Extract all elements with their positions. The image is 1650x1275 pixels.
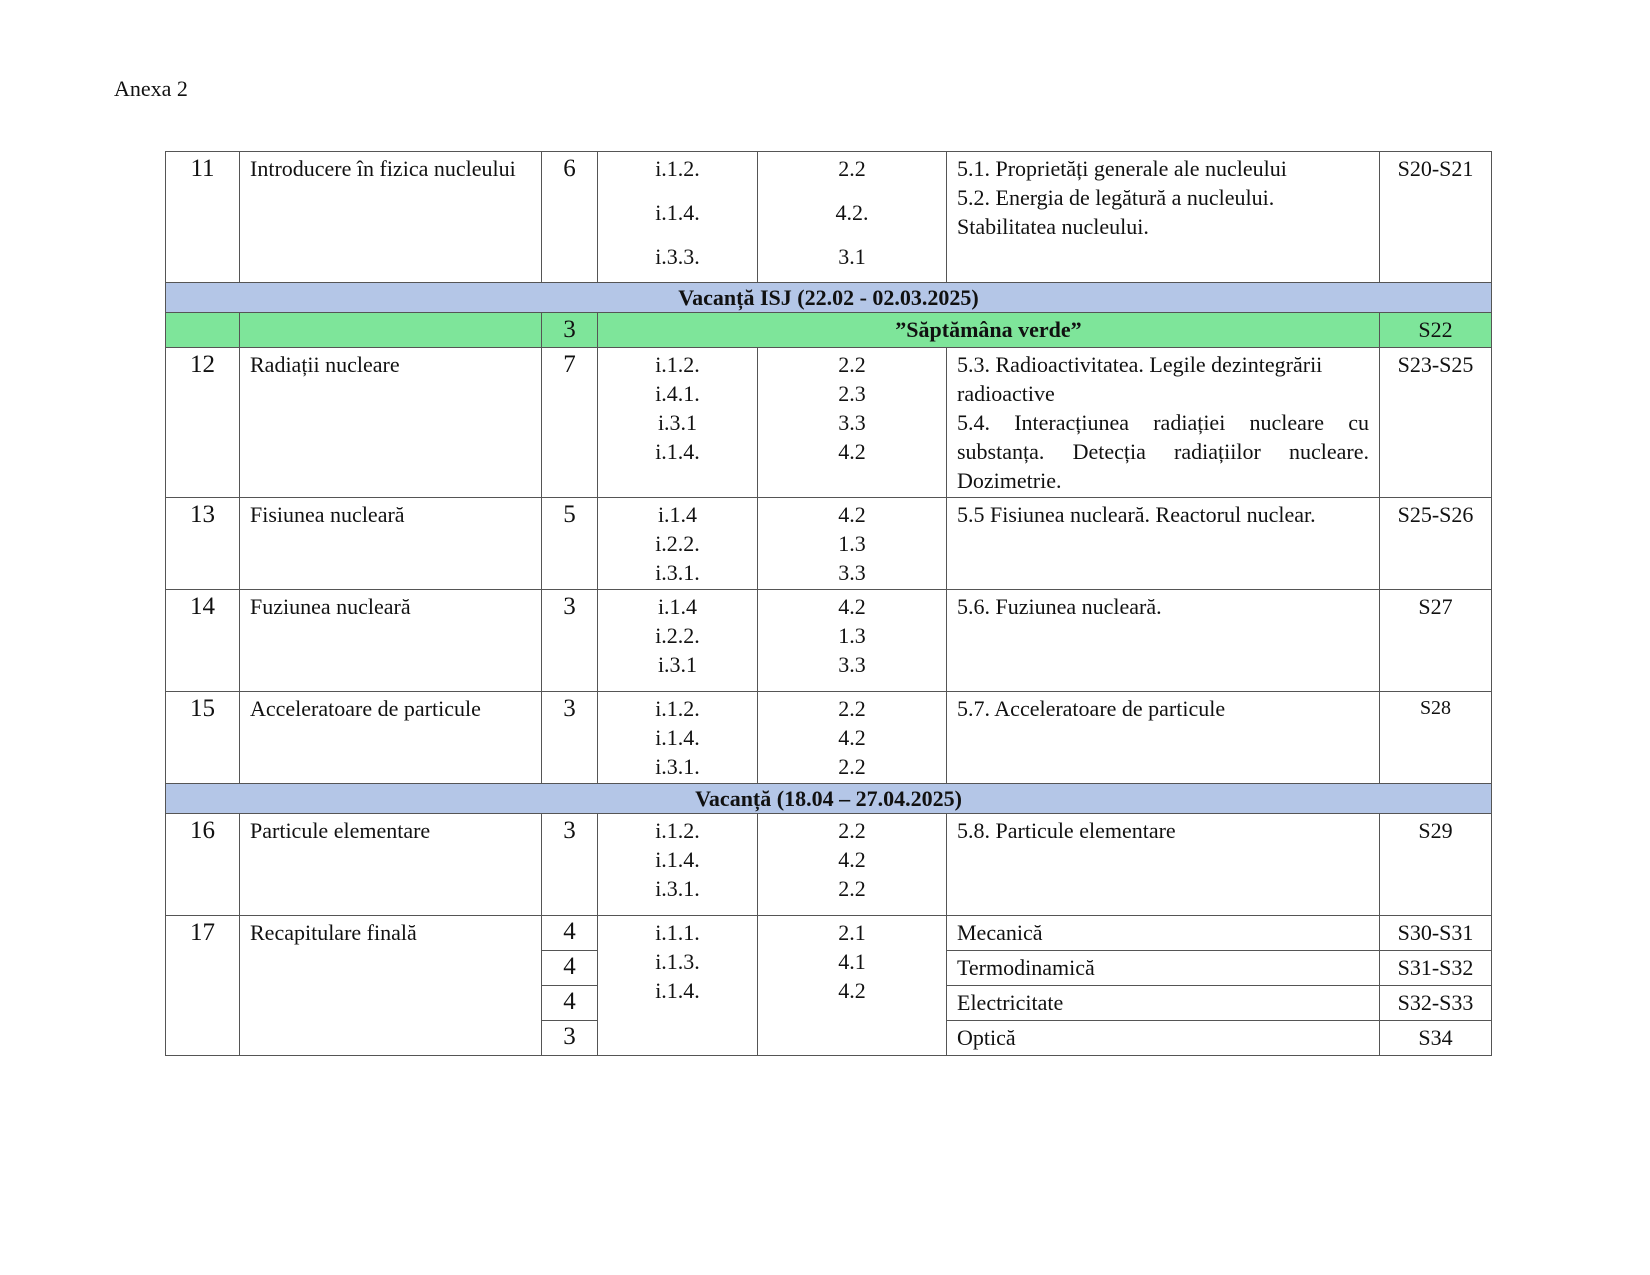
- competences-cell: [598, 916, 758, 1056]
- content-ref: 3.3: [838, 560, 866, 585]
- week-cell: S27: [1380, 590, 1492, 692]
- competence: i.3.1: [657, 652, 698, 677]
- empty-cell: [166, 313, 240, 348]
- competence: i.1.1.: [655, 920, 700, 945]
- week-cell: S25-S26: [1380, 498, 1492, 590]
- contents-cell: [758, 692, 947, 784]
- content-ref: 2.2: [838, 754, 866, 779]
- content-ref: 4.2.: [835, 200, 869, 225]
- competence: i.1.2.: [655, 352, 700, 377]
- topic: 5.5 Fisiunea nucleară. Reactorul nuclear.: [957, 502, 1316, 527]
- topic-cell: Termodinamică: [947, 951, 1380, 986]
- competences-cell: [598, 814, 758, 916]
- hours-count: 3: [542, 590, 598, 692]
- hours-count: 3: [542, 814, 598, 916]
- content-ref: 2.3: [838, 381, 866, 406]
- green-week-row: [166, 313, 1492, 348]
- unit-number: 14: [166, 590, 240, 692]
- unit-number: 11: [166, 152, 240, 283]
- table-row: [166, 692, 1492, 784]
- competence: i.1.4: [657, 502, 698, 527]
- unit-title: Fisiunea nucleară: [240, 498, 542, 590]
- table-row: [166, 498, 1492, 590]
- hours-count: 5: [542, 498, 598, 590]
- topics-cell: [947, 152, 1380, 283]
- competence: i.1.4.: [655, 847, 700, 872]
- unit-number: 16: [166, 814, 240, 916]
- competence: i.3.3.: [655, 244, 700, 269]
- vacation-row: [166, 784, 1492, 814]
- unit-number: 13: [166, 498, 240, 590]
- content-ref: 4.1: [838, 949, 866, 974]
- vacation-label: Vacanță (18.04 – 27.04.2025): [166, 784, 1492, 814]
- competence: i.1.4: [657, 594, 698, 619]
- competence: i.1.2.: [655, 156, 700, 181]
- hours-count: 3: [542, 692, 598, 784]
- table-row: [166, 348, 1492, 498]
- competences-cell: [598, 498, 758, 590]
- content-ref: 4.2: [838, 847, 866, 872]
- hours-count: 4: [542, 951, 598, 986]
- week-cell: S30-S31: [1380, 916, 1492, 951]
- week-cell: S20-S21: [1380, 152, 1492, 283]
- topic-cell: Mecanică: [947, 916, 1380, 951]
- unit-title: Introducere în fizica nucleului: [240, 152, 542, 283]
- hours-count: 6: [542, 152, 598, 283]
- contents-cell: [758, 498, 947, 590]
- competence: i.3.1.: [655, 876, 700, 901]
- hours-count: 7: [542, 348, 598, 498]
- contents-cell: [758, 814, 947, 916]
- topics-cell: [947, 498, 1380, 590]
- content-ref: 2.2: [838, 352, 866, 377]
- table-row: [166, 152, 1492, 283]
- unit-title: Fuziunea nucleară: [240, 590, 542, 692]
- content-ref: 4.2: [838, 502, 866, 527]
- week-cell: S34: [1380, 1021, 1492, 1056]
- table-row: [166, 916, 1492, 951]
- topic: 5.6. Fuziunea nucleară.: [957, 594, 1162, 619]
- hours-count: 4: [542, 986, 598, 1021]
- topic: 5.4. Interacțiunea radiației nucleare cu substanța. Detecția radiațiilor nucleare. Dozimetrie.: [957, 410, 1369, 493]
- content-ref: 4.2: [838, 978, 866, 1003]
- contents-cell: [758, 348, 947, 498]
- competence: i.1.4.: [655, 439, 700, 464]
- topics-cell: [947, 348, 1380, 498]
- content-ref: 2.2: [838, 818, 866, 843]
- topic: 5.7. Acceleratoare de particule: [957, 696, 1226, 721]
- contents-cell: [758, 590, 947, 692]
- topic: 5.2. Energia de legătură a nucleului. Stabilitatea nucleului.: [957, 185, 1275, 239]
- content-ref: 3.1: [838, 244, 866, 269]
- content-ref: 3.3: [838, 652, 866, 677]
- week-cell: S31-S32: [1380, 951, 1492, 986]
- unit-number: 12: [166, 348, 240, 498]
- competences-cell: [598, 348, 758, 498]
- unit-title: Particule elementare: [240, 814, 542, 916]
- content-ref: 4.2: [838, 439, 866, 464]
- competence: i.1.2.: [655, 818, 700, 843]
- topic-cell: Electricitate: [947, 986, 1380, 1021]
- unit-number: 17: [166, 916, 240, 1056]
- unit-number: 15: [166, 692, 240, 784]
- competence: i.4.1.: [655, 381, 700, 406]
- content-ref: 3.3: [838, 410, 866, 435]
- unit-title: Radiații nucleare: [240, 348, 542, 498]
- contents-cell: [758, 152, 947, 283]
- hours-count: 4: [542, 916, 598, 951]
- table-row: [166, 590, 1492, 692]
- week-cell: S29: [1380, 814, 1492, 916]
- week-cell: S28: [1380, 692, 1492, 784]
- competence: i.3.1.: [655, 560, 700, 585]
- topic-cell: Optică: [947, 1021, 1380, 1056]
- competence: i.1.4.: [655, 200, 700, 225]
- green-week-title: ”Săptămâna verde”: [598, 313, 1380, 348]
- content-ref: 2.1: [838, 920, 866, 945]
- planning-table: [165, 151, 1492, 1056]
- competence: i.1.4.: [655, 978, 700, 1003]
- content-ref: 2.2: [838, 876, 866, 901]
- contents-cell: [758, 916, 947, 1056]
- competence: i.1.2.: [655, 696, 700, 721]
- hours-count: 3: [542, 1021, 598, 1056]
- topics-cell: [947, 814, 1380, 916]
- annex-label: Anexa 2: [114, 76, 188, 101]
- competences-cell: [598, 692, 758, 784]
- topic: 5.1. Proprietăți generale ale nucleului: [957, 156, 1287, 181]
- content-ref: 4.2: [838, 594, 866, 619]
- competences-cell: [598, 152, 758, 283]
- content-ref: 1.3: [838, 531, 866, 556]
- competence: i.1.4.: [655, 725, 700, 750]
- topics-cell: [947, 692, 1380, 784]
- topics-cell: [947, 590, 1380, 692]
- week-cell: S32-S33: [1380, 986, 1492, 1021]
- week-cell: S23-S25: [1380, 348, 1492, 498]
- vacation-row: [166, 283, 1492, 313]
- content-ref: 4.2: [838, 725, 866, 750]
- competence: i.1.3.: [655, 949, 700, 974]
- table-row: [166, 814, 1492, 916]
- empty-cell: [240, 313, 542, 348]
- vacation-label: Vacanță ISJ (22.02 - 02.03.2025): [166, 283, 1492, 313]
- content-ref: 2.2: [838, 696, 866, 721]
- topic: 5.3. Radioactivitatea. Legile dezintegrării radioactive: [957, 352, 1323, 406]
- hours-count: 3: [542, 313, 598, 348]
- topic: 5.8. Particule elementare: [957, 818, 1176, 843]
- competences-cell: [598, 590, 758, 692]
- content-ref: 2.2: [838, 156, 866, 181]
- unit-title: Acceleratoare de particule: [240, 692, 542, 784]
- content-ref: 1.3: [838, 623, 866, 648]
- competence: i.3.1: [657, 410, 698, 435]
- competence: i.2.2.: [655, 531, 700, 556]
- competence: i.2.2.: [655, 623, 700, 648]
- competence: i.3.1.: [655, 754, 700, 779]
- unit-title: Recapitulare finală: [240, 916, 542, 1056]
- week-cell: S22: [1380, 313, 1492, 348]
